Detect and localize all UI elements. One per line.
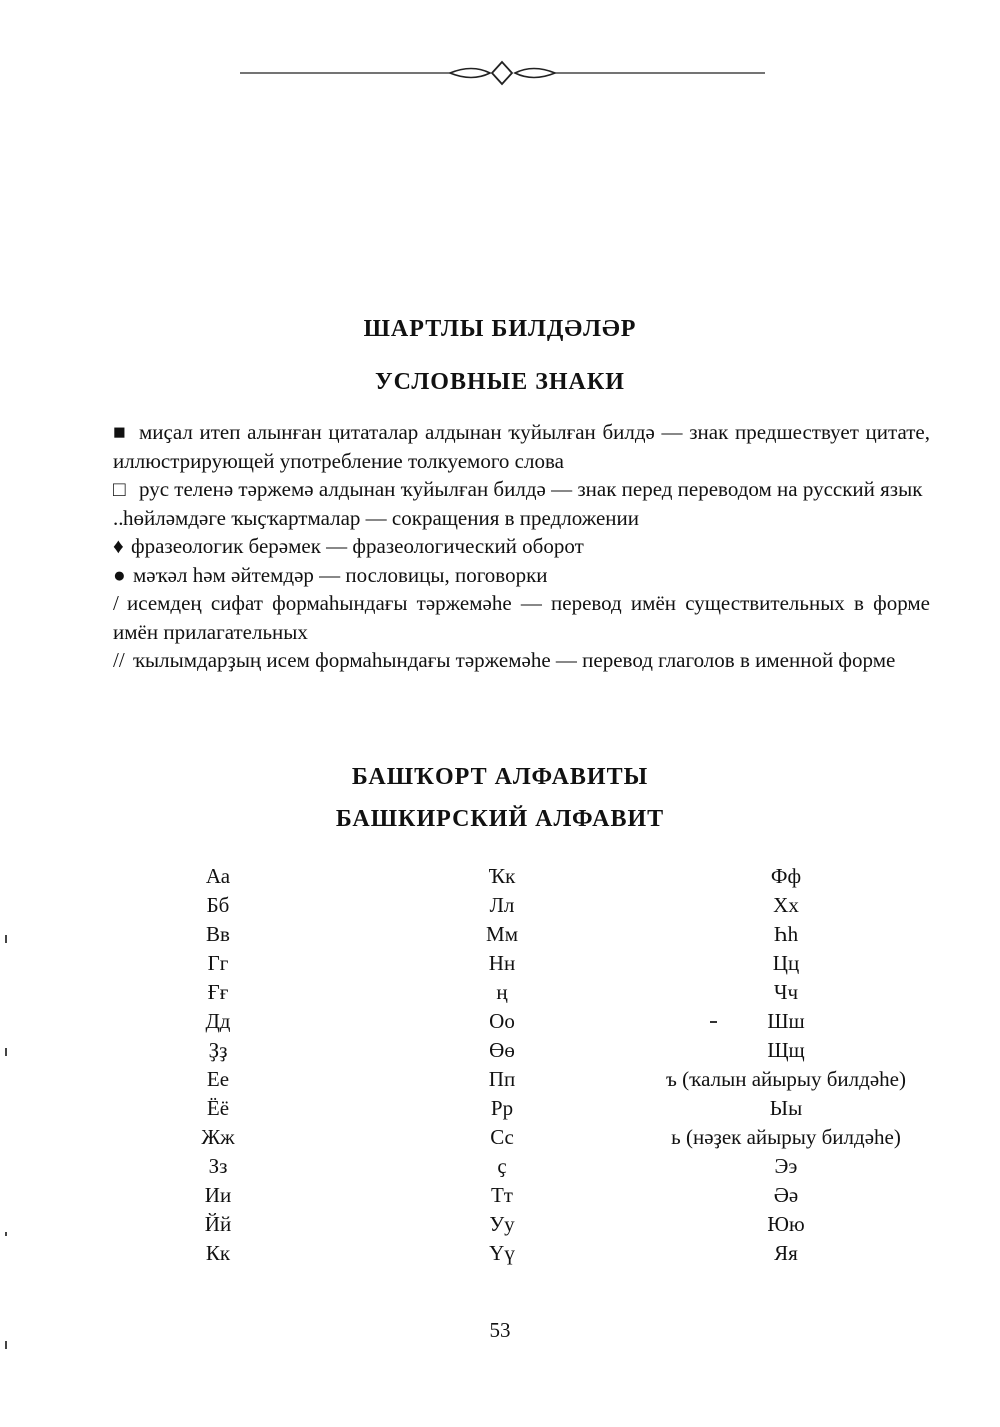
alphabet-letter: Ээ [774, 1154, 798, 1178]
legend-symbol: // [113, 648, 125, 672]
alphabet-letter: Бб [206, 893, 230, 917]
alphabet-letter: Хх [773, 893, 799, 917]
alphabet-letter: ҫ [497, 1154, 507, 1178]
alphabet-letter: Ии [204, 1183, 232, 1207]
alphabet-letter: Пп [488, 1067, 516, 1091]
legend-text: исемдең сифат формаһындағы тәржемәһе — перевод имён существительных в форме имён прилагательных [113, 591, 930, 644]
alphabet-letter: Жж [201, 1125, 235, 1149]
alphabet-letter: Гг [207, 951, 229, 975]
alphabet-letter: Шш [767, 1009, 805, 1033]
alphabet-letter: Цц [772, 951, 800, 975]
alphabet-letter: Юю [767, 1212, 805, 1236]
margin-mark [5, 935, 7, 943]
legend-text: рус теленә тәржемә алдынан ҡуйылған билдә — знак перед переводом на русский язык [139, 477, 923, 501]
margin-mark [5, 1048, 7, 1056]
alphabet-letter: Ёё [206, 1096, 230, 1120]
heading-symbols-russian: УСЛОВНЫЕ ЗНАКИ [375, 369, 625, 395]
alphabet-letter: Һһ [773, 922, 799, 946]
alphabet-letter: Оо [489, 1009, 515, 1033]
legend-item [77, 475, 930, 504]
legend-text: фразеологик берәмек — фразеологический оборот [131, 534, 584, 558]
legend-item [77, 646, 930, 675]
legend-text: мәҡәл һәм әйтемдәр — пословицы, поговорки [133, 562, 548, 587]
heading-alphabet-bashkir: БАШҠОРТ АЛФАВИТЫ [351, 764, 649, 790]
alphabet-letter: Ғғ [207, 980, 229, 1004]
alphabet-letter: Кк [205, 1241, 231, 1265]
alphabet-letter: Ҡк [488, 864, 516, 888]
alphabet-letter: ъ (ҡалын айырыу билдәһе) [666, 1067, 906, 1091]
alphabet-letter: ң [496, 980, 508, 1004]
alphabet-letter: Йй [204, 1212, 232, 1236]
alphabet-letter: Әә [773, 1183, 799, 1207]
alphabet-letter: Ыы [769, 1096, 803, 1120]
alphabet-letter: Тт [490, 1183, 513, 1207]
alphabet-letter: Өө [489, 1038, 515, 1062]
legend-symbol: ♦ [113, 534, 124, 558]
page-number: 53 [489, 1318, 511, 1342]
legend-symbol: .. [113, 505, 124, 530]
alphabet-letter: Вв [206, 922, 230, 946]
alphabet-letter: Дд [205, 1009, 231, 1033]
alphabet-letter: Зз [208, 1154, 228, 1178]
alphabet-letter: Чч [773, 980, 799, 1004]
heading-symbols-bashkir: ШАРТЛЫ БИЛДӘЛӘР [363, 316, 637, 342]
alphabet-letter: Ее [206, 1067, 230, 1091]
margin-mark [5, 1232, 7, 1236]
legend-symbol: / [113, 591, 119, 615]
legend-text: һөйләмдәге ҡыҫҡартмалар — сокращения в предложении [123, 505, 639, 530]
legend-item [77, 532, 930, 561]
alphabet-letter: Рр [490, 1096, 514, 1120]
alphabet-letter: Мм [486, 922, 518, 946]
alphabet-column-3 [588, 862, 984, 1268]
alphabet-letter: Уу [489, 1212, 515, 1236]
alphabet-letter: Аа [205, 864, 231, 888]
legend-item [77, 504, 930, 533]
alphabet-column-1 [168, 862, 268, 1268]
alphabet-letter: Сс [490, 1125, 514, 1149]
alphabet-letter: Щщ [767, 1038, 805, 1062]
alphabet-letter: Яя [774, 1241, 798, 1265]
legend-item [77, 561, 930, 590]
legend-symbol: □ [113, 477, 126, 501]
legend-symbol: ● [113, 562, 126, 587]
alphabet-letter: Ҙҙ [208, 1038, 228, 1062]
legend-symbol: ■ [113, 420, 126, 444]
ornament-divider-icon [240, 60, 765, 86]
alphabet-column-2 [452, 862, 552, 1268]
alphabet-letter: Нн [488, 951, 516, 975]
legend-text: ҡылымдарҙың исем формаһындағы тәржемәһе — перевод глаголов в именной форме [133, 648, 896, 672]
alphabet-letter: Фф [770, 864, 802, 888]
symbols-legend [77, 418, 930, 675]
legend-item [77, 418, 930, 475]
stray-mark [710, 1021, 717, 1023]
alphabet-letter: Үү [489, 1241, 515, 1265]
legend-item [77, 589, 930, 646]
legend-text: миҫал итеп алынған цитаталар алдынан ҡуйылған билдә — знак предшествует цитате, иллюстрирующей употребление толкуемого слова [113, 420, 930, 473]
alphabet-letter: ь (нәҙек айырыу билдәһе) [671, 1125, 901, 1149]
alphabet-letter: Лл [489, 893, 515, 917]
heading-alphabet-russian: БАШКИРСКИЙ АЛФАВИТ [335, 806, 665, 832]
